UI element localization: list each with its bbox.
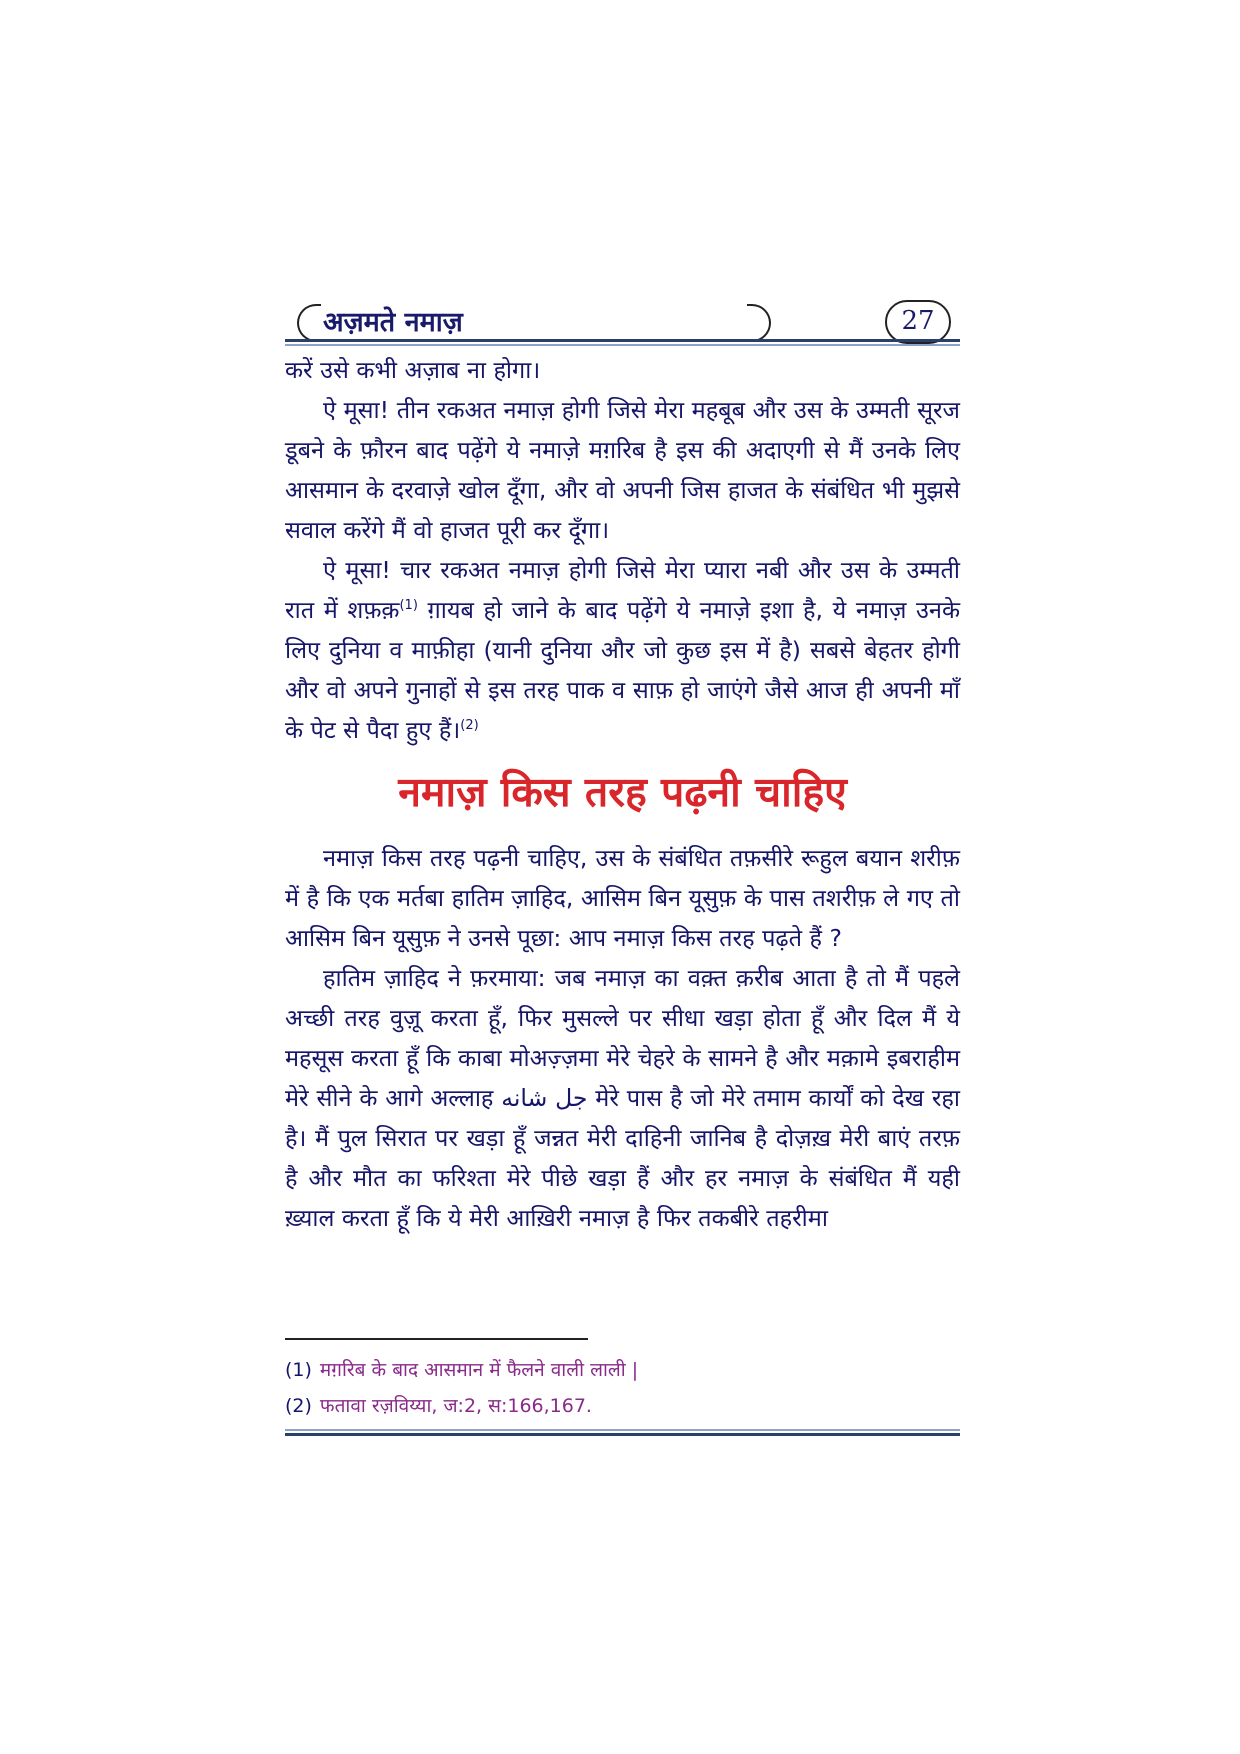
paragraph-3 bbox=[285, 550, 960, 750]
header-rule-light bbox=[285, 344, 960, 346]
book-title: अज़मते नमाज़ bbox=[323, 307, 463, 338]
footnotes bbox=[285, 1352, 960, 1424]
page-number-badge bbox=[885, 300, 951, 344]
footer-rule-dark bbox=[285, 1433, 960, 1436]
footer-rule-light bbox=[285, 1429, 960, 1431]
paragraph-3-part-b: ग़ायब हो जाने के बाद पढ़ेंगे ये नमाज़े इशा है, ये नमाज़ उनके लिए दुनिया व माफ़ीहा (यानी दुनिया और जो कुछ इस में है) सबसे बेहतर होगी और वो अपने गुनाहों से इस तरह पाक व साफ़ हो जाएंगे जैसे आज ही अपनी माँ के पेट से पैदा हुए हैं। bbox=[285, 596, 960, 744]
paragraph-4: नमाज़ किस तरह पढ़नी चाहिए, उस के संबंधित तफ़सीरे रूहुल बयान शरीफ़ में है कि एक मर्तबा हातिम ज़ाहिद, आसिम बिन यूसुफ़ के पास तशरीफ़ ले गए तो आसिम बिन यूसुफ़ ने उनसे पूछा: आप नमाज़ किस तरह पढ़ते हैं ? bbox=[285, 844, 960, 952]
footnote-2-text: फतावा रज़विय्या, ज:2, स:166,167. bbox=[319, 1395, 592, 1417]
title-bracket-left bbox=[297, 304, 321, 342]
arabic-honorific: جل شانه bbox=[501, 1084, 588, 1112]
paragraph-5 bbox=[285, 958, 960, 1238]
page-number: 27 bbox=[901, 306, 935, 336]
paragraph-5-part-a: हातिम ज़ाहिद ने फ़रमाया: जब नमाज़ का वक़्त क़रीब आता है तो मैं पहले अच्छी तरह वुज़ू करता हूँ, फिर मुसल्ले पर सीधा खड़ा होता हूँ और दिल मैं ये महसूस करता हूँ कि काबा मोअज़्ज़मा मेरे चेहरे के सामने है और मक़ामे इबराहीम मेरे सीने के आगे अल्लाह bbox=[285, 964, 960, 1112]
header-rule-dark bbox=[285, 339, 960, 342]
footnote-1-number: (1) bbox=[285, 1359, 312, 1381]
footnote-1 bbox=[285, 1352, 960, 1388]
title-bracket-right bbox=[747, 304, 771, 342]
section-heading: नमाज़ किस तरह पढ़नी चाहिए bbox=[398, 768, 847, 816]
paragraph-3-part-a: ऐ मूसा! चार रकअत नमाज़ होगी जिसे मेरा प्यारा नबी और उस के उम्मती रात में शफ़क़ bbox=[285, 556, 960, 624]
paragraph-5-part-b: मेरे पास है जो मेरे तमाम कार्यों को देख रहा है। मैं पुल सिरात पर खड़ा हूँ जन्नत मेरी दाहिनी जानिब है दोज़ख़ मेरी बाएं तरफ़ है और मौत का फरिश्ता मेरे पीछे खड़ा हैं और हर नमाज़ के संबंधित मैं यही ख़्याल करता हूँ कि ये मेरी आख़िरी नमाज़ है फिर तकबीरे तहरीमा bbox=[285, 1084, 960, 1232]
footnote-ref-1[interactable]: (1) bbox=[399, 598, 418, 614]
paragraph-1: करें उसे कभी अज़ाब ना होगा। bbox=[285, 356, 541, 384]
footnote-2 bbox=[285, 1388, 960, 1424]
paragraph-2: ऐ मूसा! तीन रकअत नमाज़ होगी जिसे मेरा महबूब और उस के उम्मती सूरज डूबने के फ़ौरन बाद पढ़ेंगे ये नमाज़े मग़रिब है इस की अदाएगी से मैं उनके लिए आसमान के दरवाज़े खोल दूँगा, और वो अपनी जिस हाजत के संबंधित भी मुझसे सवाल करेंगे मैं वो हाजत पूरी कर दूँगा। bbox=[285, 396, 960, 544]
footnote-2-number: (2) bbox=[285, 1395, 312, 1417]
page-body bbox=[285, 350, 960, 1238]
footnote-separator bbox=[285, 1338, 588, 1340]
footnote-ref-2[interactable]: (2) bbox=[460, 718, 479, 734]
footnote-1-text: मग़रिब के बाद आसमान में फैलने वाली लाली | bbox=[319, 1359, 639, 1381]
